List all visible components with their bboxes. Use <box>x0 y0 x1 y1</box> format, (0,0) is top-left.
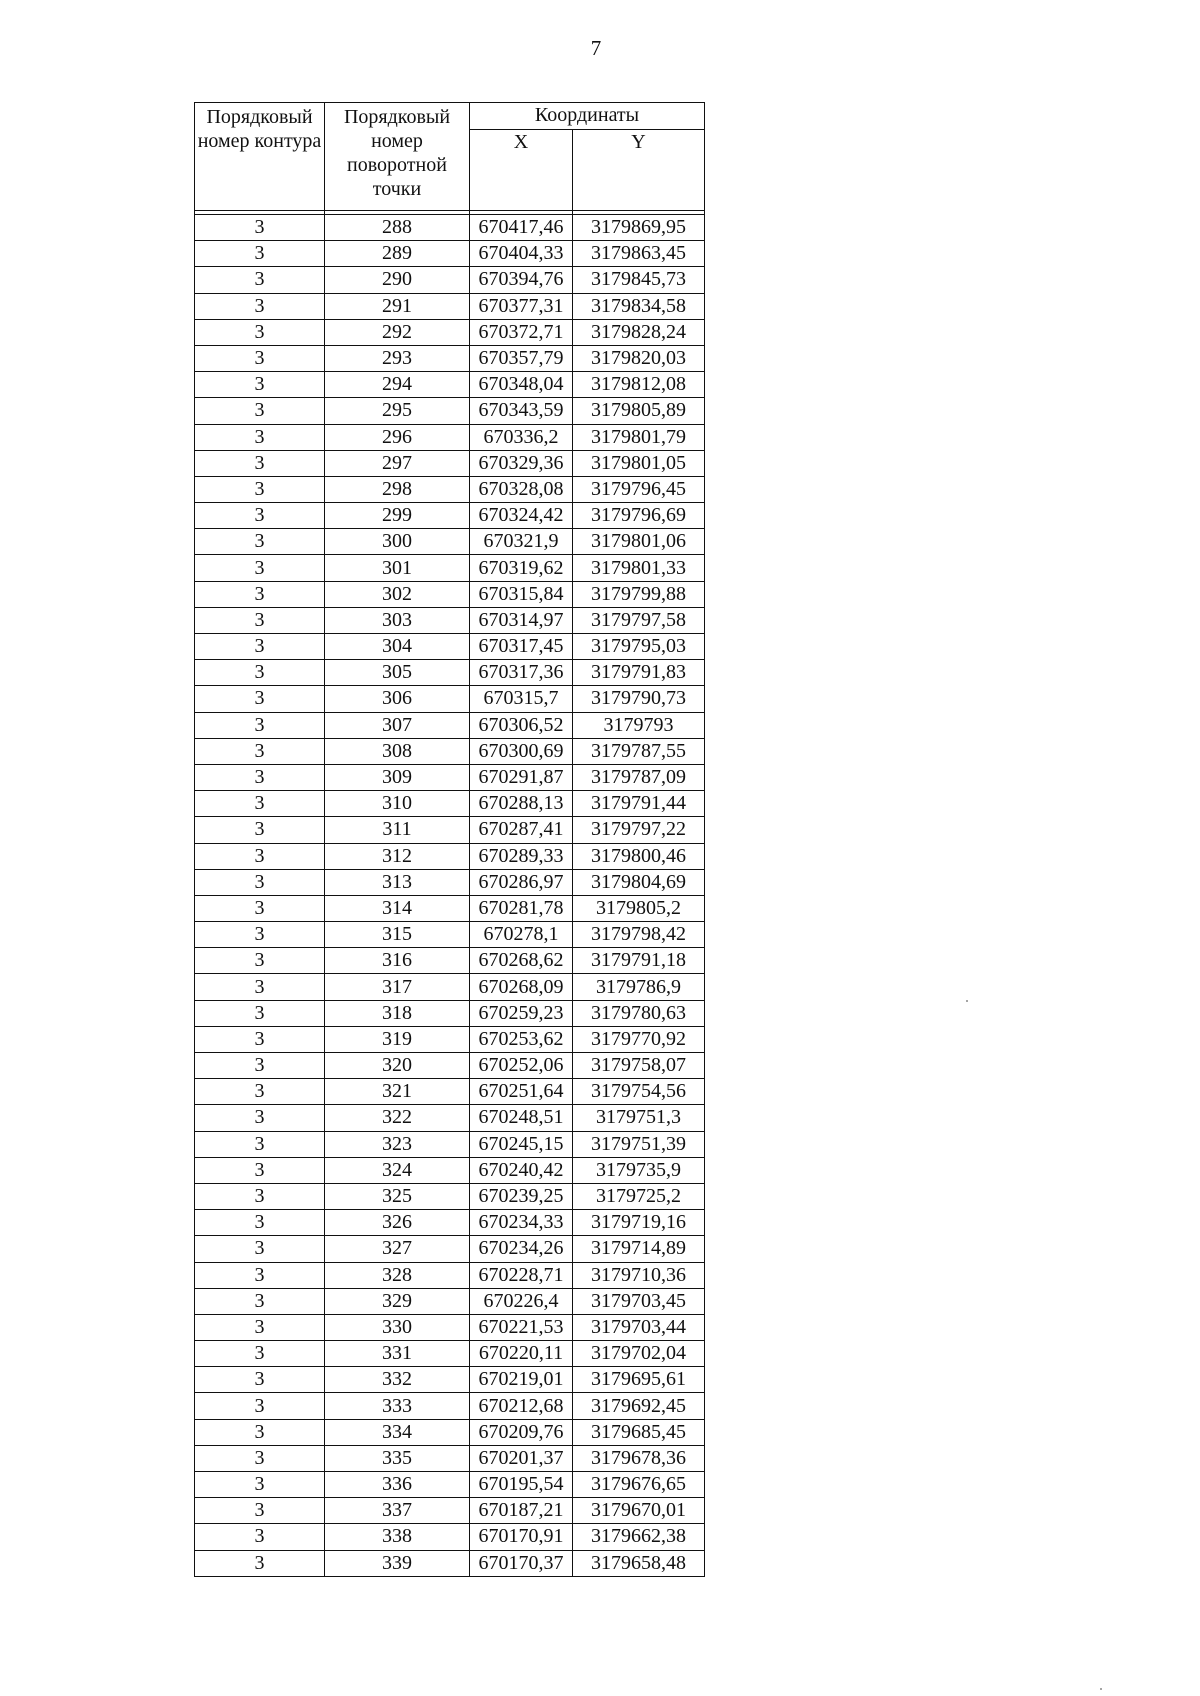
cell-y-coordinate: 3179658,48 <box>573 1550 705 1576</box>
cell-point-number: 300 <box>325 529 470 555</box>
cell-y-coordinate: 3179812,08 <box>573 372 705 398</box>
cell-y-coordinate: 3179735,9 <box>573 1157 705 1183</box>
cell-contour-number: 3 <box>195 1419 325 1445</box>
table-row <box>195 1419 705 1445</box>
cell-contour-number: 3 <box>195 1314 325 1340</box>
cell-contour-number: 3 <box>195 738 325 764</box>
cell-x-coordinate: 670314,97 <box>470 607 573 633</box>
table-row <box>195 450 705 476</box>
cell-y-coordinate: 3179798,42 <box>573 922 705 948</box>
table-row <box>195 634 705 660</box>
cell-x-coordinate: 670209,76 <box>470 1419 573 1445</box>
cell-x-coordinate: 670289,33 <box>470 843 573 869</box>
table-row <box>195 1472 705 1498</box>
cell-contour-number: 3 <box>195 372 325 398</box>
cell-contour-number: 3 <box>195 1367 325 1393</box>
table-row <box>195 1157 705 1183</box>
cell-y-coordinate: 3179714,89 <box>573 1236 705 1262</box>
cell-x-coordinate: 670319,62 <box>470 555 573 581</box>
cell-point-number: 320 <box>325 1053 470 1079</box>
cell-point-number: 333 <box>325 1393 470 1419</box>
cell-point-number: 311 <box>325 817 470 843</box>
table-row <box>195 424 705 450</box>
cell-contour-number: 3 <box>195 817 325 843</box>
header-x: X <box>470 130 573 211</box>
cell-y-coordinate: 3179670,01 <box>573 1498 705 1524</box>
cell-y-coordinate: 3179869,95 <box>573 215 705 241</box>
cell-contour-number: 3 <box>195 922 325 948</box>
cell-x-coordinate: 670315,7 <box>470 686 573 712</box>
cell-contour-number: 3 <box>195 1183 325 1209</box>
cell-x-coordinate: 670372,71 <box>470 319 573 345</box>
cell-contour-number: 3 <box>195 843 325 869</box>
cell-y-coordinate: 3179725,2 <box>573 1183 705 1209</box>
cell-contour-number: 3 <box>195 241 325 267</box>
cell-contour-number: 3 <box>195 1000 325 1026</box>
cell-point-number: 319 <box>325 1026 470 1052</box>
page-number: 7 <box>590 36 602 60</box>
cell-x-coordinate: 670336,2 <box>470 424 573 450</box>
table-row <box>195 607 705 633</box>
table-row <box>195 738 705 764</box>
cell-contour-number: 3 <box>195 607 325 633</box>
cell-contour-number: 3 <box>195 1445 325 1471</box>
cell-x-coordinate: 670328,08 <box>470 476 573 502</box>
table-row <box>195 1367 705 1393</box>
cell-y-coordinate: 3179695,61 <box>573 1367 705 1393</box>
cell-y-coordinate: 3179780,63 <box>573 1000 705 1026</box>
table-row <box>195 1079 705 1105</box>
cell-x-coordinate: 670348,04 <box>470 372 573 398</box>
header-contour-number-label: Порядковый номер контура <box>197 106 322 152</box>
table-row <box>195 764 705 790</box>
cell-point-number: 317 <box>325 974 470 1000</box>
cell-point-number: 325 <box>325 1183 470 1209</box>
cell-x-coordinate: 670170,37 <box>470 1550 573 1576</box>
cell-contour-number: 3 <box>195 948 325 974</box>
cell-contour-number: 3 <box>195 712 325 738</box>
cell-point-number: 301 <box>325 555 470 581</box>
cell-contour-number: 3 <box>195 345 325 371</box>
cell-point-number: 323 <box>325 1131 470 1157</box>
cell-point-number: 332 <box>325 1367 470 1393</box>
cell-contour-number: 3 <box>195 267 325 293</box>
cell-point-number: 293 <box>325 345 470 371</box>
cell-y-coordinate: 3179678,36 <box>573 1445 705 1471</box>
cell-point-number: 297 <box>325 450 470 476</box>
cell-y-coordinate: 3179787,55 <box>573 738 705 764</box>
cell-x-coordinate: 670324,42 <box>470 503 573 529</box>
cell-contour-number: 3 <box>195 1524 325 1550</box>
cell-x-coordinate: 670240,42 <box>470 1157 573 1183</box>
cell-point-number: 318 <box>325 1000 470 1026</box>
cell-y-coordinate: 3179801,33 <box>573 555 705 581</box>
cell-x-coordinate: 670268,62 <box>470 948 573 974</box>
cell-x-coordinate: 670253,62 <box>470 1026 573 1052</box>
cell-contour-number: 3 <box>195 1262 325 1288</box>
cell-x-coordinate: 670170,91 <box>470 1524 573 1550</box>
cell-point-number: 296 <box>325 424 470 450</box>
cell-x-coordinate: 670251,64 <box>470 1079 573 1105</box>
cell-y-coordinate: 3179751,3 <box>573 1105 705 1131</box>
cell-x-coordinate: 670195,54 <box>470 1472 573 1498</box>
cell-x-coordinate: 670212,68 <box>470 1393 573 1419</box>
cell-x-coordinate: 670321,9 <box>470 529 573 555</box>
cell-x-coordinate: 670287,41 <box>470 817 573 843</box>
table-row <box>195 555 705 581</box>
table-row <box>195 398 705 424</box>
cell-y-coordinate: 3179786,9 <box>573 974 705 1000</box>
table-row <box>195 267 705 293</box>
cell-y-coordinate: 3179801,05 <box>573 450 705 476</box>
cell-x-coordinate: 670228,71 <box>470 1262 573 1288</box>
cell-point-number: 312 <box>325 843 470 869</box>
table-row <box>195 791 705 817</box>
cell-x-coordinate: 670278,1 <box>470 922 573 948</box>
table-row <box>195 1183 705 1209</box>
cell-contour-number: 3 <box>195 424 325 450</box>
cell-point-number: 292 <box>325 319 470 345</box>
cell-contour-number: 3 <box>195 634 325 660</box>
cell-y-coordinate: 3179754,56 <box>573 1079 705 1105</box>
cell-y-coordinate: 3179702,04 <box>573 1341 705 1367</box>
cell-point-number: 335 <box>325 1445 470 1471</box>
cell-contour-number: 3 <box>195 503 325 529</box>
cell-y-coordinate: 3179795,03 <box>573 634 705 660</box>
cell-contour-number: 3 <box>195 764 325 790</box>
cell-contour-number: 3 <box>195 398 325 424</box>
cell-contour-number: 3 <box>195 686 325 712</box>
cell-x-coordinate: 670226,4 <box>470 1288 573 1314</box>
cell-point-number: 306 <box>325 686 470 712</box>
cell-x-coordinate: 670239,25 <box>470 1183 573 1209</box>
header-coordinates: Координаты <box>470 103 705 130</box>
table-row <box>195 503 705 529</box>
cell-x-coordinate: 670201,37 <box>470 1445 573 1471</box>
cell-y-coordinate: 3179828,24 <box>573 319 705 345</box>
cell-point-number: 305 <box>325 660 470 686</box>
cell-point-number: 324 <box>325 1157 470 1183</box>
cell-x-coordinate: 670288,13 <box>470 791 573 817</box>
table-row <box>195 869 705 895</box>
cell-x-coordinate: 670259,23 <box>470 1000 573 1026</box>
cell-point-number: 302 <box>325 581 470 607</box>
cell-x-coordinate: 670404,33 <box>470 241 573 267</box>
cell-contour-number: 3 <box>195 1157 325 1183</box>
cell-point-number: 314 <box>325 895 470 921</box>
cell-x-coordinate: 670220,11 <box>470 1341 573 1367</box>
cell-point-number: 303 <box>325 607 470 633</box>
cell-contour-number: 3 <box>195 1026 325 1052</box>
table-header <box>195 103 705 215</box>
table-row <box>195 712 705 738</box>
cell-contour-number: 3 <box>195 1105 325 1131</box>
cell-point-number: 321 <box>325 1079 470 1105</box>
cell-x-coordinate: 670248,51 <box>470 1105 573 1131</box>
cell-contour-number: 3 <box>195 1236 325 1262</box>
cell-contour-number: 3 <box>195 476 325 502</box>
header-y: Y <box>573 130 705 211</box>
cell-contour-number: 3 <box>195 555 325 581</box>
cell-y-coordinate: 3179805,89 <box>573 398 705 424</box>
cell-contour-number: 3 <box>195 1550 325 1576</box>
cell-y-coordinate: 3179797,58 <box>573 607 705 633</box>
cell-y-coordinate: 3179791,44 <box>573 791 705 817</box>
cell-contour-number: 3 <box>195 1131 325 1157</box>
cell-contour-number: 3 <box>195 293 325 319</box>
cell-y-coordinate: 3179800,46 <box>573 843 705 869</box>
cell-point-number: 322 <box>325 1105 470 1131</box>
cell-x-coordinate: 670306,52 <box>470 712 573 738</box>
cell-y-coordinate: 3179797,22 <box>573 817 705 843</box>
cell-x-coordinate: 670417,46 <box>470 215 573 241</box>
cell-x-coordinate: 670315,84 <box>470 581 573 607</box>
cell-x-coordinate: 670219,01 <box>470 1367 573 1393</box>
table-row <box>195 345 705 371</box>
cell-x-coordinate: 670252,06 <box>470 1053 573 1079</box>
cell-point-number: 338 <box>325 1524 470 1550</box>
cell-point-number: 295 <box>325 398 470 424</box>
header-contour-number <box>195 103 325 211</box>
table-row <box>195 241 705 267</box>
table-row <box>195 686 705 712</box>
cell-y-coordinate: 3179796,69 <box>573 503 705 529</box>
table-row <box>195 476 705 502</box>
cell-point-number: 337 <box>325 1498 470 1524</box>
table-row <box>195 293 705 319</box>
cell-point-number: 328 <box>325 1262 470 1288</box>
cell-x-coordinate: 670234,26 <box>470 1236 573 1262</box>
cell-y-coordinate: 3179834,58 <box>573 293 705 319</box>
table-body <box>195 215 705 1577</box>
cell-y-coordinate: 3179805,2 <box>573 895 705 921</box>
cell-x-coordinate: 670300,69 <box>470 738 573 764</box>
table-row <box>195 1000 705 1026</box>
cell-y-coordinate: 3179662,38 <box>573 1524 705 1550</box>
cell-contour-number: 3 <box>195 1472 325 1498</box>
cell-contour-number: 3 <box>195 974 325 1000</box>
cell-x-coordinate: 670268,09 <box>470 974 573 1000</box>
header-turning-point-number <box>325 103 470 211</box>
header-turning-point-number-label: Порядковый номер поворотной точки <box>343 106 451 200</box>
cell-contour-number: 3 <box>195 1288 325 1314</box>
table-row <box>195 1393 705 1419</box>
cell-x-coordinate: 670281,78 <box>470 895 573 921</box>
cell-x-coordinate: 670187,21 <box>470 1498 573 1524</box>
table-row <box>195 1288 705 1314</box>
cell-point-number: 298 <box>325 476 470 502</box>
cell-point-number: 336 <box>325 1472 470 1498</box>
cell-contour-number: 3 <box>195 895 325 921</box>
cell-y-coordinate: 3179685,45 <box>573 1419 705 1445</box>
cell-contour-number: 3 <box>195 1079 325 1105</box>
table-row <box>195 974 705 1000</box>
cell-y-coordinate: 3179791,83 <box>573 660 705 686</box>
cell-y-coordinate: 3179793 <box>573 712 705 738</box>
table-row <box>195 1314 705 1340</box>
cell-y-coordinate: 3179676,65 <box>573 1472 705 1498</box>
table-row <box>195 215 705 241</box>
cell-y-coordinate: 3179787,09 <box>573 764 705 790</box>
cell-y-coordinate: 3179796,45 <box>573 476 705 502</box>
cell-y-coordinate: 3179804,69 <box>573 869 705 895</box>
cell-point-number: 313 <box>325 869 470 895</box>
cell-y-coordinate: 3179751,39 <box>573 1131 705 1157</box>
cell-y-coordinate: 3179801,79 <box>573 424 705 450</box>
coordinates-table <box>194 102 705 1577</box>
cell-x-coordinate: 670286,97 <box>470 869 573 895</box>
cell-y-coordinate: 3179692,45 <box>573 1393 705 1419</box>
cell-point-number: 290 <box>325 267 470 293</box>
cell-x-coordinate: 670234,33 <box>470 1210 573 1236</box>
cell-point-number: 307 <box>325 712 470 738</box>
cell-point-number: 326 <box>325 1210 470 1236</box>
cell-contour-number: 3 <box>195 215 325 241</box>
cell-y-coordinate: 3179710,36 <box>573 1262 705 1288</box>
cell-contour-number: 3 <box>195 450 325 476</box>
cell-contour-number: 3 <box>195 1341 325 1367</box>
cell-point-number: 294 <box>325 372 470 398</box>
cell-x-coordinate: 670221,53 <box>470 1314 573 1340</box>
cell-contour-number: 3 <box>195 1498 325 1524</box>
cell-x-coordinate: 670245,15 <box>470 1131 573 1157</box>
cell-x-coordinate: 670394,76 <box>470 267 573 293</box>
cell-point-number: 309 <box>325 764 470 790</box>
cell-x-coordinate: 670329,36 <box>470 450 573 476</box>
table-row <box>195 372 705 398</box>
cell-point-number: 299 <box>325 503 470 529</box>
table-row <box>195 843 705 869</box>
table-row <box>195 1131 705 1157</box>
table-row <box>195 922 705 948</box>
table-row <box>195 319 705 345</box>
cell-contour-number: 3 <box>195 791 325 817</box>
cell-point-number: 334 <box>325 1419 470 1445</box>
cell-point-number: 288 <box>325 215 470 241</box>
cell-point-number: 315 <box>325 922 470 948</box>
cell-contour-number: 3 <box>195 1210 325 1236</box>
cell-x-coordinate: 670317,36 <box>470 660 573 686</box>
table-row <box>195 1053 705 1079</box>
cell-y-coordinate: 3179863,45 <box>573 241 705 267</box>
table-row <box>195 817 705 843</box>
table-row <box>195 529 705 555</box>
cell-point-number: 327 <box>325 1236 470 1262</box>
cell-x-coordinate: 670357,79 <box>470 345 573 371</box>
cell-point-number: 291 <box>325 293 470 319</box>
table-row <box>195 1498 705 1524</box>
table-row <box>195 1105 705 1131</box>
table-row <box>195 1236 705 1262</box>
cell-x-coordinate: 670291,87 <box>470 764 573 790</box>
table-row <box>195 1550 705 1576</box>
cell-contour-number: 3 <box>195 660 325 686</box>
cell-contour-number: 3 <box>195 529 325 555</box>
cell-contour-number: 3 <box>195 869 325 895</box>
scan-speck <box>966 1000 968 1002</box>
cell-point-number: 316 <box>325 948 470 974</box>
table-row <box>195 1445 705 1471</box>
table-row <box>195 1026 705 1052</box>
cell-y-coordinate: 3179719,16 <box>573 1210 705 1236</box>
table-row <box>195 1341 705 1367</box>
cell-x-coordinate: 670317,45 <box>470 634 573 660</box>
cell-point-number: 330 <box>325 1314 470 1340</box>
cell-contour-number: 3 <box>195 1053 325 1079</box>
cell-y-coordinate: 3179703,44 <box>573 1314 705 1340</box>
cell-point-number: 304 <box>325 634 470 660</box>
table-row <box>195 895 705 921</box>
table-row <box>195 1524 705 1550</box>
cell-point-number: 339 <box>325 1550 470 1576</box>
cell-point-number: 308 <box>325 738 470 764</box>
cell-y-coordinate: 3179845,73 <box>573 267 705 293</box>
cell-point-number: 310 <box>325 791 470 817</box>
cell-point-number: 329 <box>325 1288 470 1314</box>
cell-point-number: 289 <box>325 241 470 267</box>
scan-speck <box>1100 1688 1102 1690</box>
cell-y-coordinate: 3179758,07 <box>573 1053 705 1079</box>
cell-y-coordinate: 3179799,88 <box>573 581 705 607</box>
cell-contour-number: 3 <box>195 1393 325 1419</box>
cell-contour-number: 3 <box>195 319 325 345</box>
cell-y-coordinate: 3179770,92 <box>573 1026 705 1052</box>
cell-x-coordinate: 670343,59 <box>470 398 573 424</box>
cell-x-coordinate: 670377,31 <box>470 293 573 319</box>
cell-y-coordinate: 3179820,03 <box>573 345 705 371</box>
cell-contour-number: 3 <box>195 581 325 607</box>
table-row <box>195 581 705 607</box>
table-row <box>195 1262 705 1288</box>
table-row <box>195 660 705 686</box>
cell-y-coordinate: 3179801,06 <box>573 529 705 555</box>
table-row <box>195 1210 705 1236</box>
cell-point-number: 331 <box>325 1341 470 1367</box>
cell-y-coordinate: 3179790,73 <box>573 686 705 712</box>
table-row <box>195 948 705 974</box>
cell-y-coordinate: 3179791,18 <box>573 948 705 974</box>
cell-y-coordinate: 3179703,45 <box>573 1288 705 1314</box>
